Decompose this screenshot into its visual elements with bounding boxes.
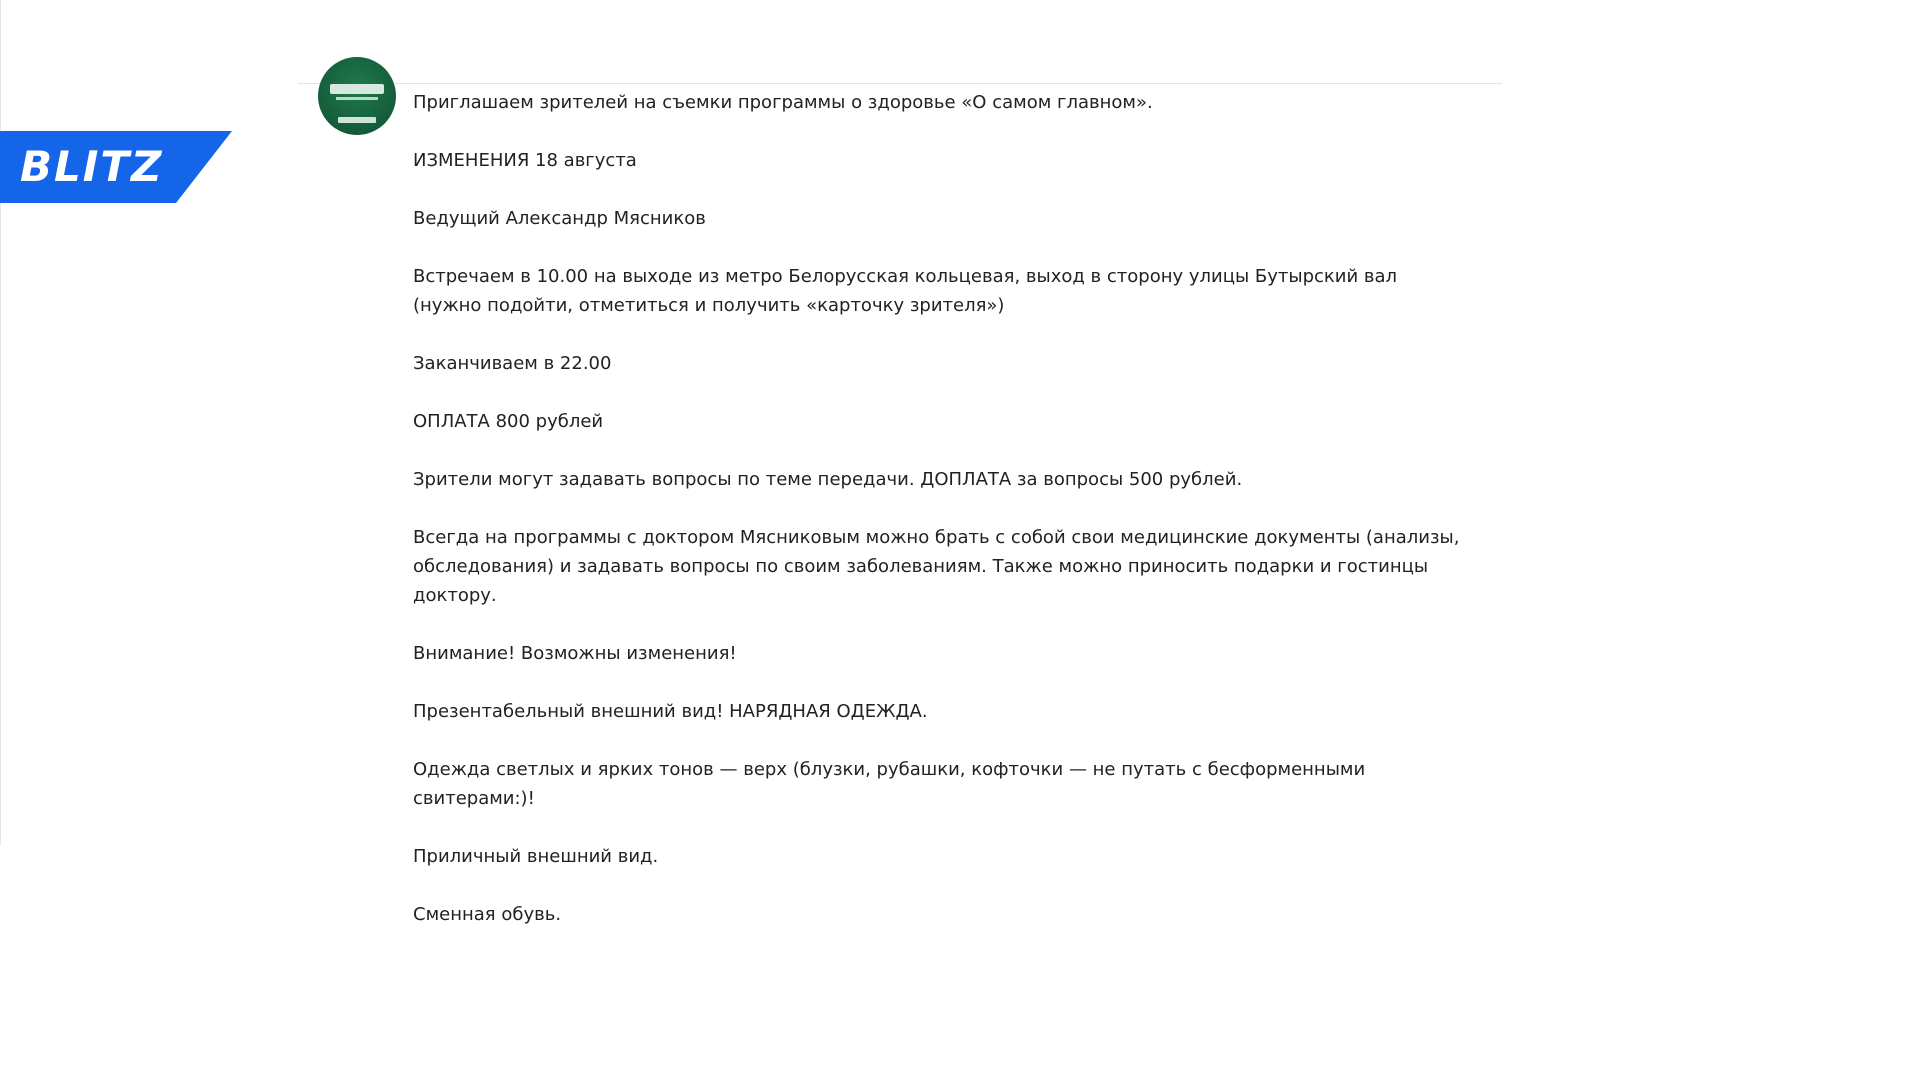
post-body [413,88,1463,958]
post-paragraph: Презентабельный внешний вид! НАРЯДНАЯ ОДЕЖДА. [413,701,928,722]
post-paragraph: Приглашаем зрителей на съемки программы о здоровье «О самом главном». [413,92,1153,113]
post-paragraph: ИЗМЕНЕНИЯ 18 августа [413,150,637,171]
post-paragraph: Всегда на программы с доктором Мясниковым можно брать с собой свои медицинские документы (анализы, обследования) и задавать вопросы по своим заболеваниям. Также можно приносить подарки и гостинцы доктору. [413,527,1460,606]
post-paragraph: Ведущий Александр Мясников [413,208,706,229]
avatar-badge [338,117,376,123]
left-edge-divider [0,0,1,845]
post-paragraph: ОПЛАТА 800 рублей [413,411,604,432]
post-paragraph: Зрители могут задавать вопросы по теме передачи. ДОПЛАТА за вопросы 500 рублей. [413,469,1243,490]
post-paragraph: Приличный внешний вид. [413,846,659,867]
post-top-divider [298,83,1502,84]
post-paragraph: Заканчиваем в 22.00 [413,353,612,374]
post-paragraph: Внимание! Возможны изменения! [413,643,737,664]
blitz-logo [0,131,232,203]
avatar-banner [330,84,384,94]
post-paragraph: Сменная обувь. [413,904,562,925]
post-paragraph: Встречаем в 10.00 на выходе из метро Белорусская кольцевая, выход в сторону улицы Бутырский вал (нужно подойти, отметиться и получить «карточку зрителя») [413,266,1398,316]
post-paragraph: Одежда светлых и ярких тонов — верх (блузки, рубашки, кофточки — не путать с бесформенными свитерами:)! [413,759,1366,809]
group-avatar[interactable] [318,57,396,135]
avatar-stripe [336,97,378,100]
logo-text: BLITZ [20,142,164,191]
